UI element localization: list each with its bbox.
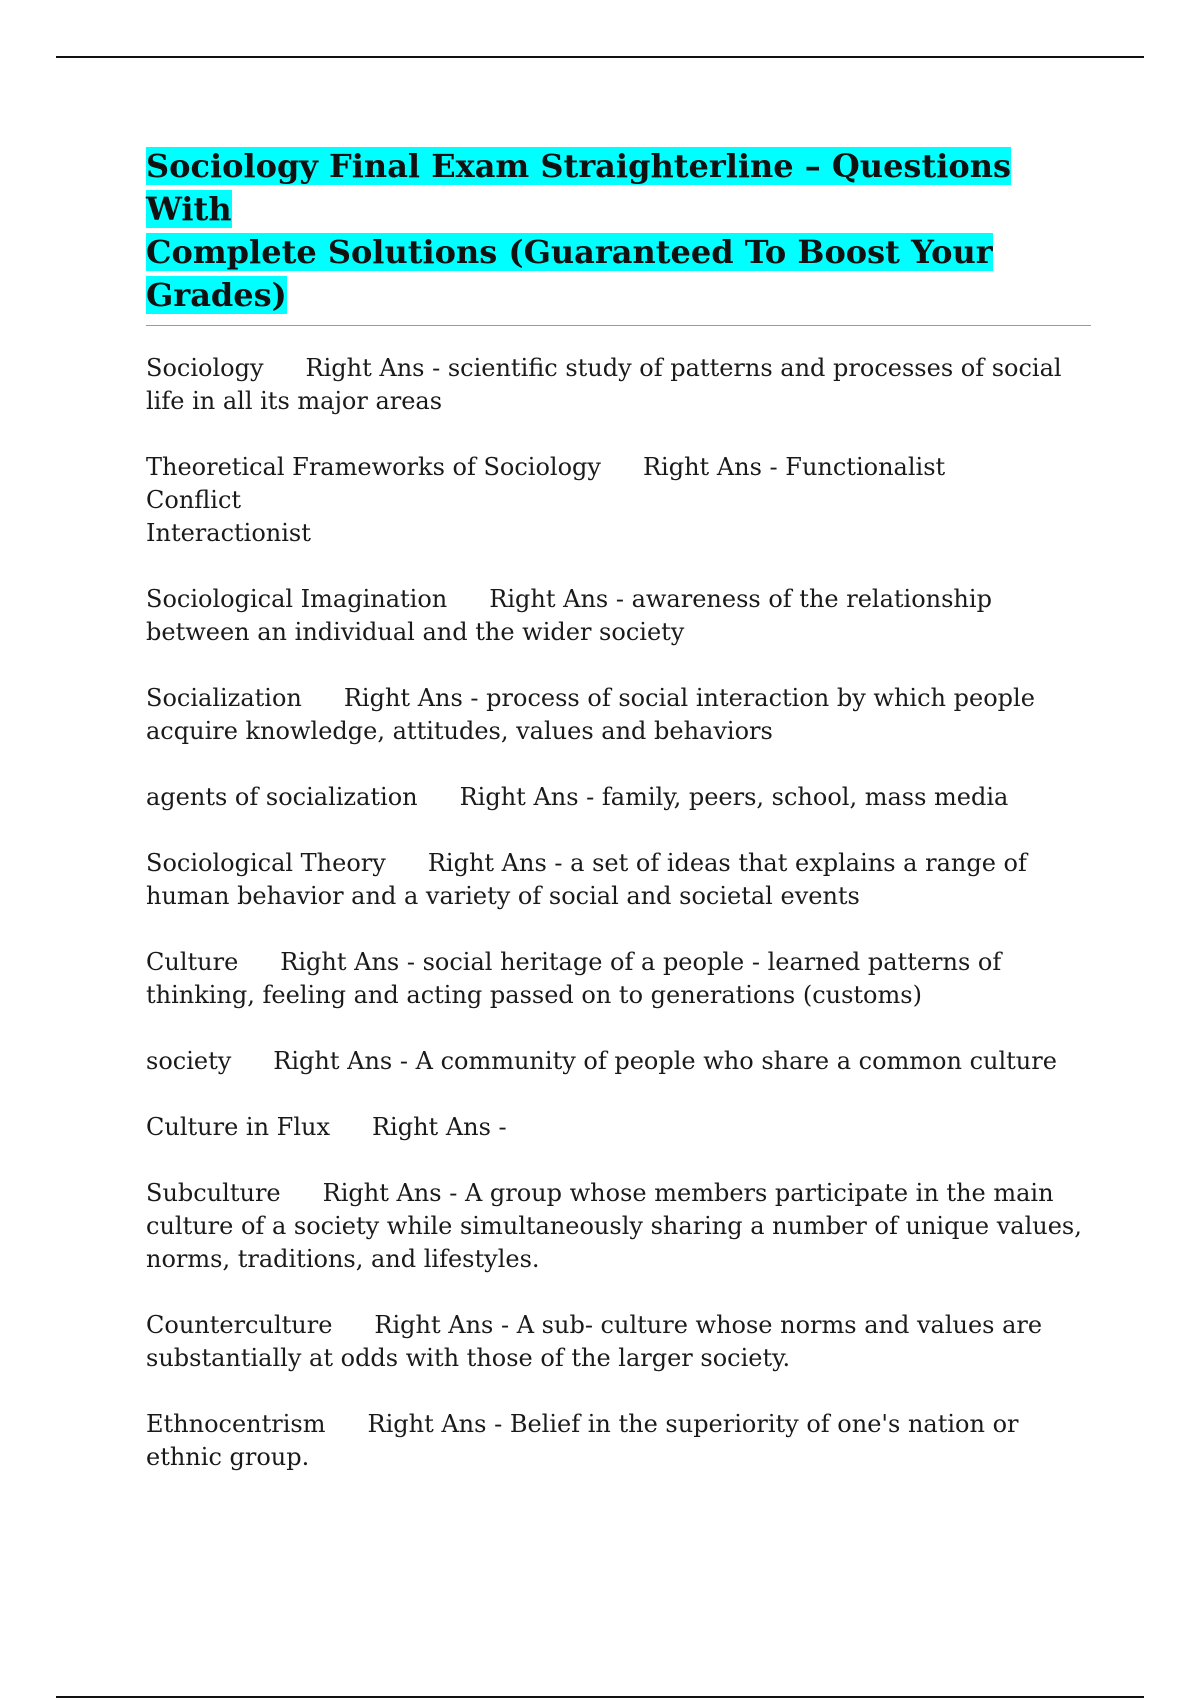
- entry-answer-continuation: Interactionist: [146, 519, 311, 547]
- entry-answer: awareness of the relationship between an individual and the wider society: [146, 585, 992, 646]
- answer-label: Right Ans -: [371, 1113, 507, 1141]
- entry-term: agents of socialization: [146, 783, 418, 811]
- entry-answer: scientific study of patterns and processes of social life in all its major areas: [146, 354, 1062, 415]
- answer-label: Right Ans -: [459, 783, 602, 811]
- page-bottom-rule: [56, 1696, 1144, 1698]
- entry-term: Sociological Imagination: [146, 585, 448, 613]
- answer-label: Right Ans -: [374, 1311, 517, 1339]
- entry-term: Socialization: [146, 684, 302, 712]
- entry-answer-continuation: Conflict: [146, 486, 242, 514]
- entry-answer: family, peers, school, mass media: [601, 783, 1009, 811]
- entry-sociology: [146, 352, 1091, 418]
- answer-label: Right Ans -: [343, 684, 487, 712]
- entry-agents-of-socialization: [146, 781, 1091, 814]
- entry-answer: social heritage of a people - learned patterns of thinking, feeling and acting passed on to generations (customs): [146, 948, 1002, 1009]
- entry-term: Culture: [146, 948, 239, 976]
- answer-label: Right Ans -: [642, 453, 786, 481]
- title-line-2: Complete Solutions (Guaranteed To Boost Your Grades): [146, 233, 993, 314]
- entry-answer: process of social interaction by which people acquire knowledge, attitudes, values and behaviors: [146, 684, 1035, 745]
- entry-answer: A sub- culture whose norms and values are substantially at odds with those of the larger society.: [146, 1311, 1043, 1372]
- entry-term: Sociology: [146, 354, 264, 382]
- entry-term: Sociological Theory: [146, 849, 386, 877]
- answer-label: Right Ans -: [280, 948, 423, 976]
- entry-socialization: [146, 682, 1091, 748]
- entry-sociological-theory: [146, 847, 1091, 913]
- answer-label: Right Ans -: [273, 1047, 416, 1075]
- entry-answer: a set of ideas that explains a range of human behavior and a variety of social and societal events: [146, 849, 1027, 910]
- title-line-1: Sociology Final Exam Straighterline – Questions With: [146, 147, 1011, 228]
- entry-term: Subculture: [146, 1179, 281, 1207]
- document-title: [146, 145, 1091, 317]
- entry-list: [146, 352, 1091, 1474]
- entry-theoretical-frameworks: [146, 451, 1091, 550]
- entry-subculture: [146, 1177, 1091, 1276]
- answer-label: Right Ans -: [367, 1410, 510, 1438]
- answer-label: Right Ans -: [427, 849, 571, 877]
- entry-society: [146, 1045, 1091, 1078]
- entry-answer: A community of people who share a common culture: [415, 1047, 1057, 1075]
- entry-answer: A group whose members participate in the main culture of a society while simultaneously sharing a number of unique values, norms, traditions, and lifestyles.: [146, 1179, 1082, 1273]
- entry-sociological-imagination: [146, 583, 1091, 649]
- entry-answer: Functionalist: [785, 453, 946, 481]
- entry-ethnocentrism: [146, 1408, 1091, 1474]
- entry-term: Ethnocentrism: [146, 1410, 326, 1438]
- page-top-rule: [56, 56, 1144, 58]
- entry-term: society: [146, 1047, 232, 1075]
- answer-label: Right Ans -: [489, 585, 632, 613]
- entry-counterculture: [146, 1309, 1091, 1375]
- entry-term: Culture in Flux: [146, 1113, 330, 1141]
- answer-label: Right Ans -: [305, 354, 448, 382]
- title-block: [146, 145, 1091, 326]
- answer-label: Right Ans -: [322, 1179, 465, 1207]
- entry-term: Theoretical Frameworks of Sociology: [146, 453, 601, 481]
- entry-culture-in-flux: [146, 1111, 1091, 1144]
- document-body: [146, 145, 1091, 1507]
- entry-culture: [146, 946, 1091, 1012]
- entry-answer: Belief in the superiority of one's nation or ethnic group.: [146, 1410, 1019, 1471]
- entry-term: Counterculture: [146, 1311, 333, 1339]
